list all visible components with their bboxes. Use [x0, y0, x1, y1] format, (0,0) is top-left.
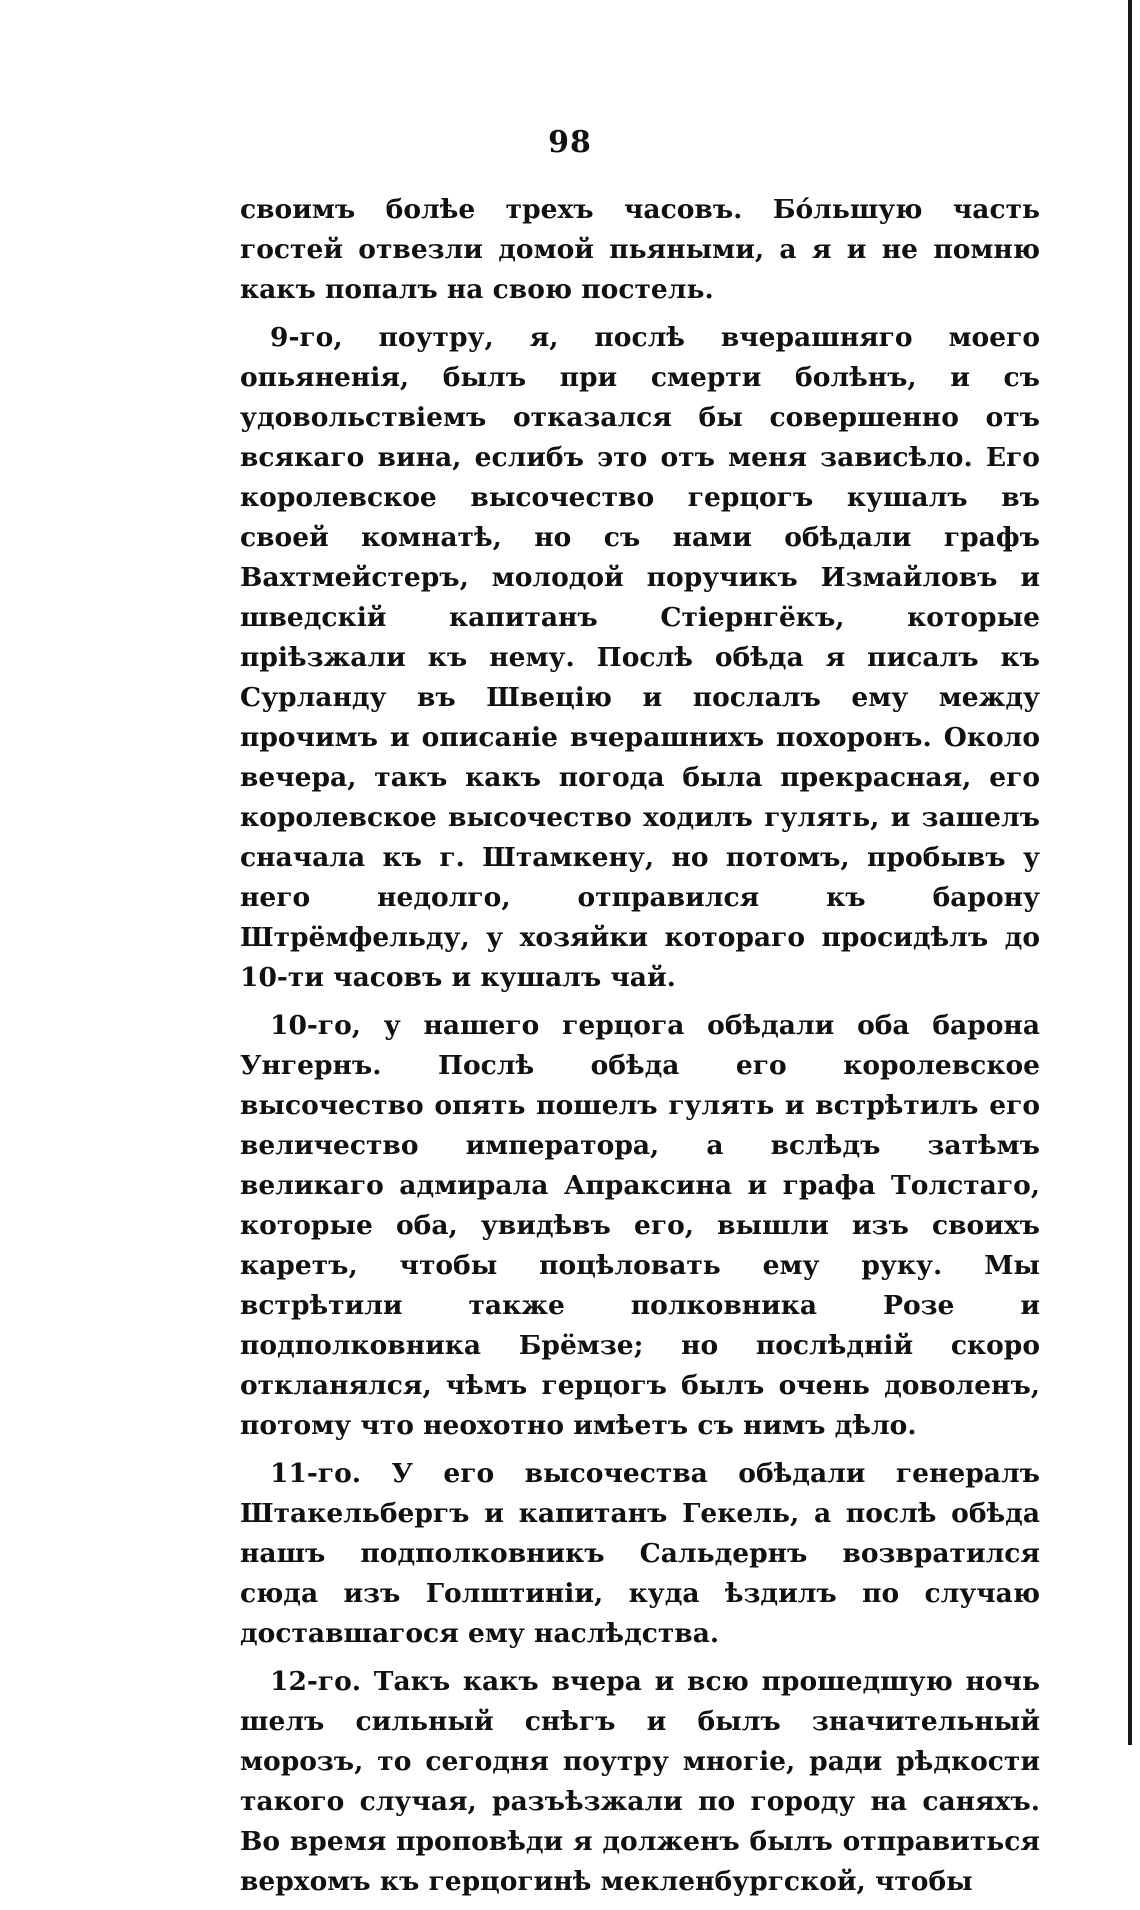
paragraph: 11-го. У его высочества обѣдали генералъ Штакельбергъ и капитанъ Гекель, а послѣ обѣда нашъ подполковникъ Сальдернъ возвратился сюда изъ Голштиніи, куда ѣздилъ по случаю доставшагося ему наслѣдства.	[240, 1458, 1040, 1649]
paragraph: 10-го, у нашего герцога обѣдали оба барона Унгернъ. Послѣ обѣда его королевское высочество опять пошелъ гулять и встрѣтилъ его величество императора, а вслѣдъ затѣмъ великаго адмирала Апраксина и графа Толстаго, которые оба, увидѣвъ его, вышли изъ своихъ каретъ, чтобы поцѣловать ему руку. Мы встрѣтили также полковника Розе и подполковника Брёмзе; но послѣдній скоро откланялся, чѣмъ герцогъ былъ очень доволенъ, потому что неохотно имѣетъ съ нимъ дѣло.	[240, 1010, 1040, 1441]
page-number: 98	[548, 125, 592, 160]
paragraph: 12-го. Такъ какъ вчера и всю прошедшую ночь шелъ сильный снѣгъ и былъ значительный морозъ, то сегодня поутру многіе, ради рѣдкости такого случая, разъѣзжали по городу на саняхъ. Во время проповѣди я долженъ былъ отправиться верхомъ къ герцогинѣ мекленбургской, чтобы	[240, 1666, 1040, 1897]
body-text	[240, 190, 1040, 1910]
paragraph: своимъ болѣе трехъ часовъ. Бо́льшую часть гостей отвезли домой пьяными, а я и не помню какъ попалъ на свою постель.	[240, 194, 1040, 305]
paragraph: 9-го, поутру, я, послѣ вчерашняго моего опьяненія, былъ при смерти болѣнъ, и съ удовольствіемъ отказался бы совершенно отъ всякаго вина, еслибъ это отъ меня зависѣло. Его королевское высочество герцогъ кушалъ въ своей комнатѣ, но съ нами обѣдали графъ Вахтмейстеръ, молодой поручикъ Измайловъ и шведскій капитанъ Стіернгёкъ, которые пріѣзжали къ нему. Послѣ обѣда я писалъ къ Сурланду въ Швецію и послалъ ему между прочимъ и описаніе вчерашнихъ похоронъ. Около вечера, такъ какъ погода была прекрасная, его королевское высочество ходилъ гулять, и зашелъ сначала къ г. Штамкену, но потомъ, пробывъ у него недолго, отправился къ барону Штрёмфельду, у хозяйки котораго просидѣлъ до 10-ти часовъ и кушалъ чай.	[240, 322, 1040, 993]
page-edge-shadow	[1128, 0, 1132, 1745]
